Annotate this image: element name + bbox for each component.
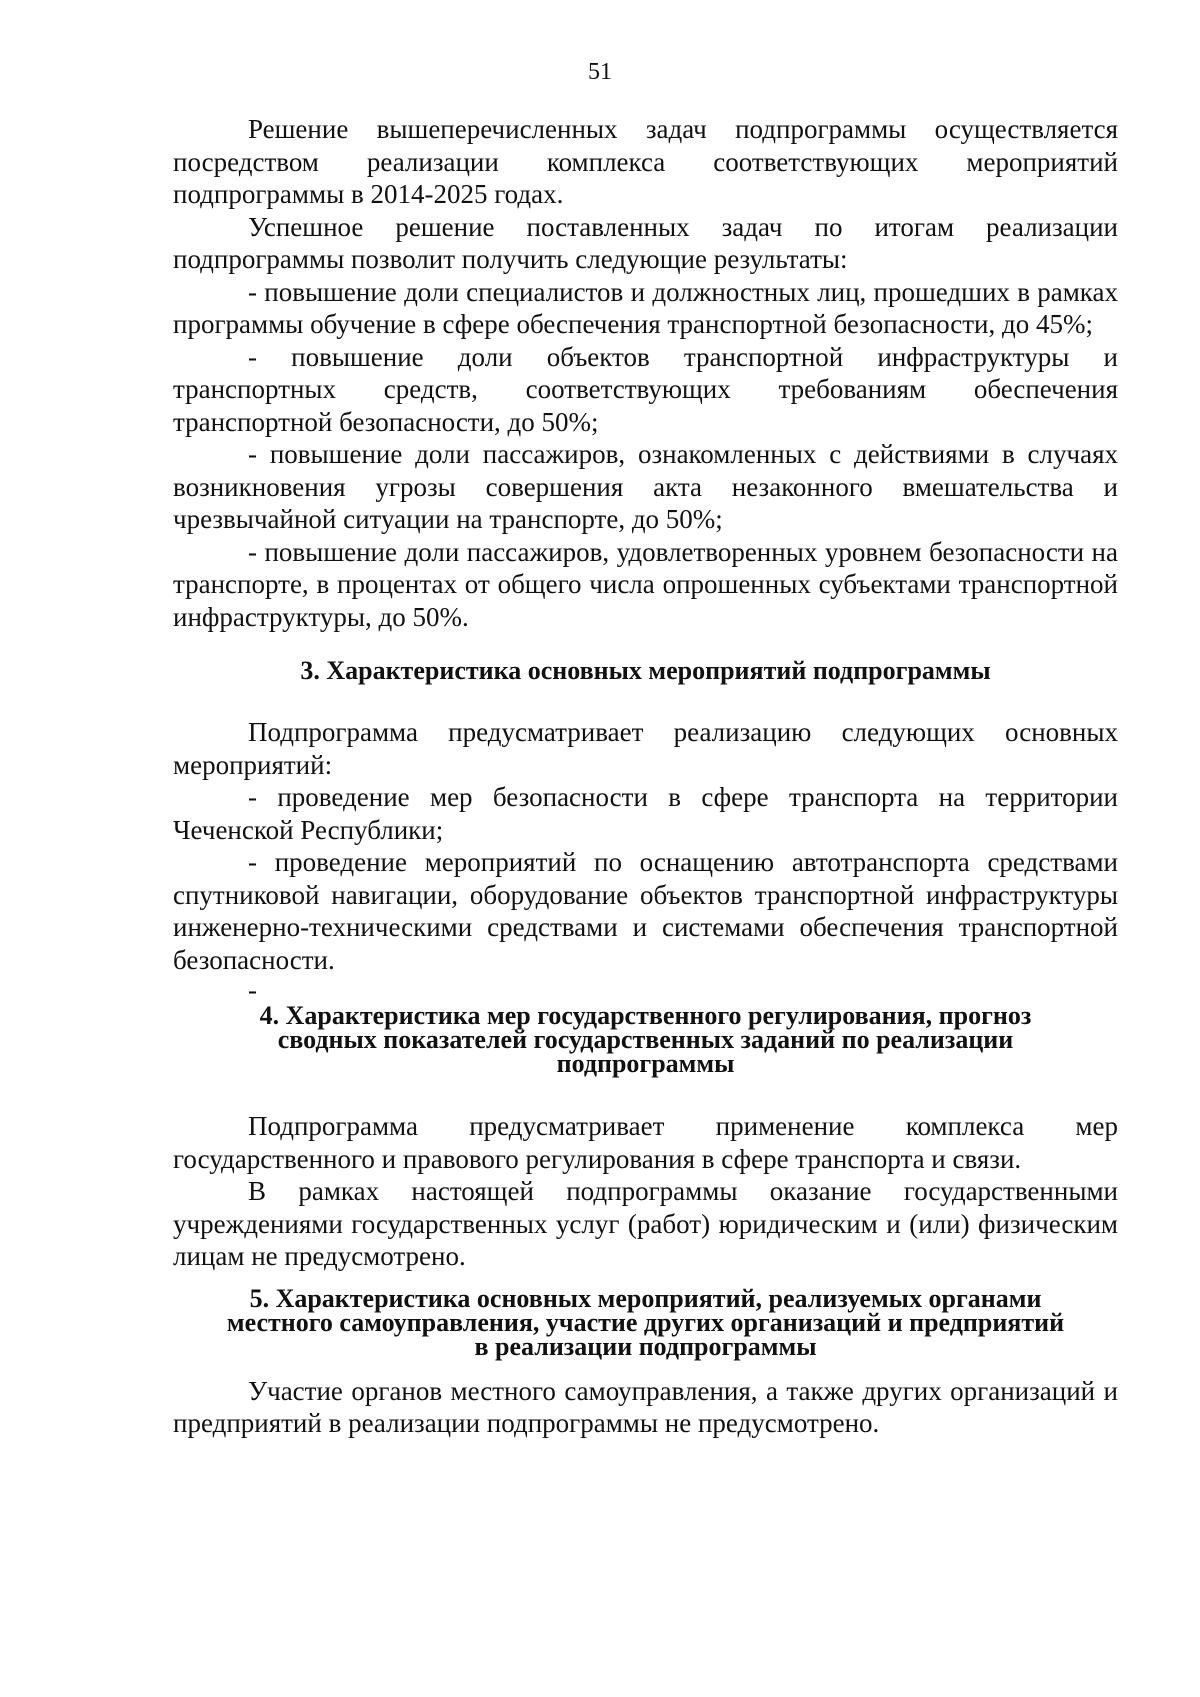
paragraph-regulation: Подпрограмма предусматривает применение комплекса мер государственного и правового регулирования в сфере транспорта и связи.: [173, 1111, 1118, 1174]
list-item-infrastructure: - повышение доли объектов транспортной инфраструктуры и транспортных средств, соответствующих требованиям обеспечения транспортной безопасности, до 50%;: [173, 341, 1118, 437]
paragraph-solution: Решение вышеперечисленных задач подпрограммы осуществляется посредством реализации комплекса соответствующих мероприятий подпрограммы в 2014-2025 годах.: [173, 114, 1118, 209]
paragraph-results-intro: Успешное решение поставленных задач по итогам реализации подпрограммы позволит получить следующие результаты:: [173, 211, 1118, 274]
paragraph-section3-intro: Подпрограмма предусматривает реализацию следующих основных мероприятий:: [173, 717, 1118, 780]
section-4-title: [173, 1001, 1118, 1078]
document-body: [173, 113, 1118, 1440]
section-5-title-line-3: в реализации подпрограммы: [474, 1331, 817, 1361]
section-4-title-line-1: 4. Характеристика мер государственного регулирования, прогноз: [259, 1001, 1032, 1030]
section-5-title-line-2: местного самоуправления, участие других организаций и предприятий: [226, 1307, 1065, 1337]
list-item-passengers-satisfied: - повышение доли пассажиров, удовлетворенных уровнем безопасности на транспорте, в процентах от общего числа опрошенных субъектами транспортной инфраструктуры, до 50%.: [173, 536, 1118, 632]
section-5-title: [173, 1283, 1118, 1361]
section-4-title-line-3: подпрограммы: [556, 1049, 735, 1078]
list-item-security-measures: - проведение мер безопасности в сфере транспорта на территории Чеченской Республики;: [173, 782, 1118, 845]
section-5-title-line-1: 5. Характеристика основных мероприятий, реализуемых органами: [249, 1283, 1042, 1313]
section-4-title-line-2: сводных показателей государственных заданий по реализации: [277, 1025, 1014, 1054]
list-item-navigation-equipment: - проведение мероприятий по оснащению автотранспорта средствами спутниковой навигации, оборудование объектов транспортной инфраструктуры инженерно-техническими средствами и системами обеспечения транспортной безопасности.: [173, 847, 1118, 975]
list-item-passengers-informed: - повышение доли пассажиров, ознакомленных с действиями в случаях возникновения угрозы совершения акта незаконного вмешательства и чрезвычайной ситуации на транспорте, до 50%;: [173, 439, 1118, 534]
paragraph-local-government: Участие органов местного самоуправления, а также других организаций и предприятий в реализации подпрограммы не предусмотрено.: [173, 1375, 1118, 1438]
list-item-specialists: - повышение доли специалистов и должностных лиц, прошедших в рамках программы обучение в сфере обеспечения транспортной безопасности, до 45%;: [173, 276, 1118, 339]
stray-dash: -: [248, 975, 257, 1005]
paragraph-state-services: В рамках настоящей подпрограммы оказание государственными учреждениями государственных услуг (работ) юридическим и (или) физическим лицам не предусмотрено.: [173, 1176, 1118, 1271]
section-3-title: 3. Характеристика основных мероприятий подпрограммы: [300, 656, 991, 685]
page-number: 51: [588, 59, 612, 85]
